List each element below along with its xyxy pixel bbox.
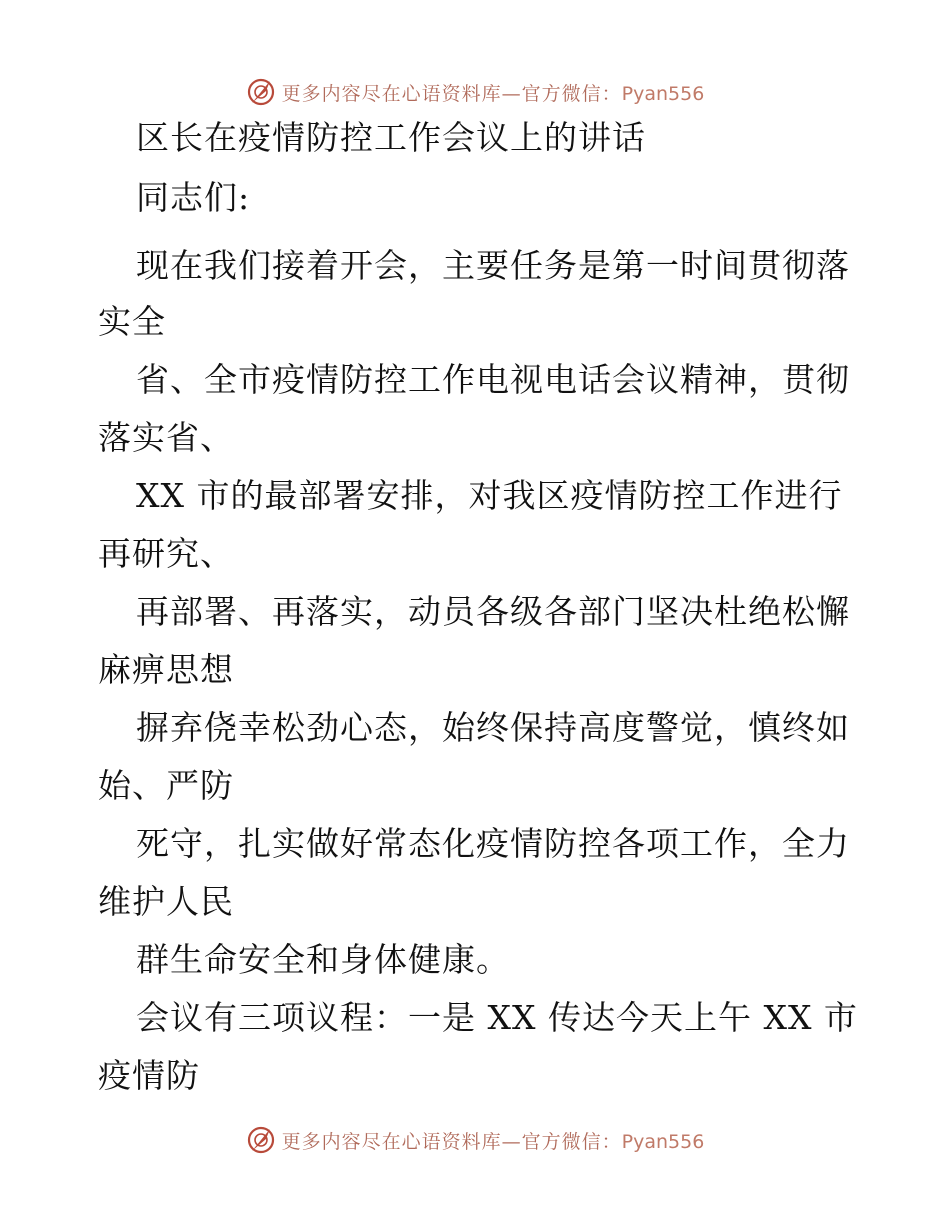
text-line: 疫情防 xyxy=(98,1056,200,1095)
watermark-footer xyxy=(0,1120,950,1160)
text-line: 现在我们接着开会，主要任务是第一时间贯彻落 xyxy=(136,246,850,285)
text-line: 再研究、 xyxy=(98,534,234,573)
watermark-id: Pyan556 xyxy=(621,82,705,105)
text-line: 麻痹思想 xyxy=(98,650,234,689)
quill-logo-icon xyxy=(246,1125,276,1155)
text-line: 会议有三项议程：一是 XX 传达今天上午 XX 市 xyxy=(136,998,858,1037)
watermark-text: 更多内容尽在心语资料库—官方微信： xyxy=(281,82,622,105)
text-line: 始、严防 xyxy=(98,766,234,805)
text-line: XX 市的最部署安排，对我区疫情防控工作进行 xyxy=(136,476,843,515)
text-line: 摒弃侥幸松劲心态，始终保持高度警觉，慎终如 xyxy=(136,708,850,747)
text-line: 群生命安全和身体健康。 xyxy=(136,940,510,979)
watermark-id: Pyan556 xyxy=(621,1130,705,1153)
document-title: 区长在疫情防控工作会议上的讲话 xyxy=(136,118,646,157)
quill-logo-icon xyxy=(246,77,276,107)
text-line: 省、全市疫情防控工作电视电话会议精神，贯彻 xyxy=(136,360,850,399)
text-line: 再部署、再落实，动员各级各部门坚决杜绝松懈 xyxy=(136,592,850,631)
text-line: 死守，扎实做好常态化疫情防控各项工作，全力 xyxy=(136,824,850,863)
text-line: 落实省、 xyxy=(98,418,234,457)
salutation: 同志们: xyxy=(136,178,251,217)
watermark-text: 更多内容尽在心语资料库—官方微信： xyxy=(281,1130,622,1153)
text-line: 维护人民 xyxy=(98,882,234,921)
text-line: 实全 xyxy=(98,302,166,341)
watermark-header xyxy=(0,72,950,112)
